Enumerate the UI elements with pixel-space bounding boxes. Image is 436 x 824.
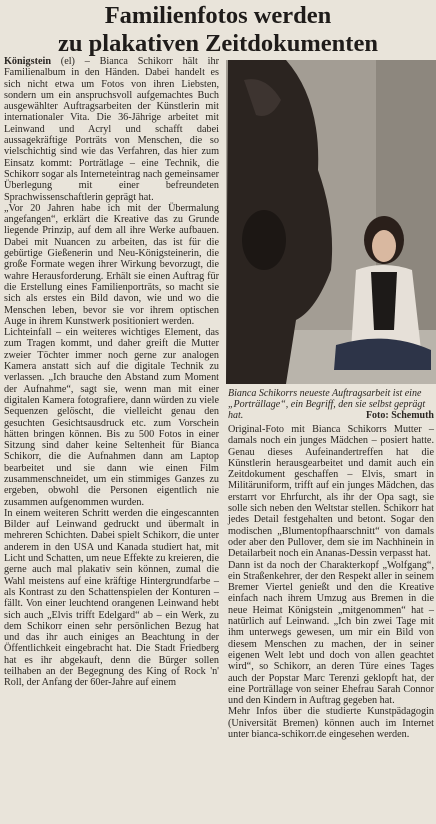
photo-illustration bbox=[226, 60, 436, 384]
paragraph-2: „Vor 20 Jahren habe ich mit der Übermalung angefangen“, erklärt die Kreative das zu Grunde liegende Prinzip, auf dem all ihre Werke aufbauen. Dabei mit Nuancen zu arbeiten, das ist für die gebürtige Gießenerin und Neu-Königsteinerin, die große Formate wegen ihrer Wirkung bevorzugt, die wahre Herausforderung. Erhält sie einen Auftrag für die Erstellung eines Familienporträts, so macht sie sich als erstes ein Bild davon, wie und wo die Menschen leben, bevor sie vor ihrem optischen Auge in ihrem Kunstwerk positioniert werden. bbox=[4, 202, 219, 327]
paragraph-1 bbox=[4, 56, 219, 203]
paragraph-7: Mehr Infos über die studierte Kunstpädagogin (Universität Bremen) können auch im Internet unter bianca-schikorr.de eingesehen werden. bbox=[228, 706, 434, 741]
right-column bbox=[228, 424, 434, 740]
headline-line-1: Familienfotos werden bbox=[104, 2, 332, 29]
woman-face bbox=[372, 230, 396, 262]
dateline: Königstein bbox=[4, 56, 51, 67]
paragraph-4: In einem weiteren Schritt werden die eingescannten Bilder auf Leinwand gedruckt und übermalt in mehreren Schichten. Dabei spielt Schikorr, die unter anderem in den USA und Kanada studiert hat, mit Licht und Schatten, um neue Effekte zu kreieren, die gerne auch mal plakativ sein können, zumal die Wahl meistens auf eine kräftige Hintergrundfarbe – als Kontrast zu den Schattenspielen der Konturen – fällt. Von einer leuchtend orangenen Leinwand hebt sich auch „Elvis trifft Edelgard“ ab – ein Werk, zu dem Schikorr einen sehr persönlichen Bezug hat und das ihr auch einiges an Beachtung in der Öffentlichkeit eingebracht hat. Die Stadt Friedberg hat es ihr abgekauft, denn die Bürger sollen teilhaben an der Begegnung des King of Rock 'n' Roll, der Anfang der 60er-Jahre auf einem bbox=[4, 507, 219, 689]
photo-credit: Foto: Schemuth bbox=[365, 410, 434, 422]
paragraph-6: Dann ist da noch der Charakterkopf „Wolfgang“, ein Straßenkehrer, der den Respekt aller in seinem Bremer Viertel genießt und den die Kreative einfach nach ihrem Umzug aus Bremen in die neue Heimat Königstein „mitgenommen“ hat – natürlich auf Leinwand. „Ich bin zwei Tage mit ihm unterwegs gewesen, um mir ein Bild von diesem Menschen zu machen, der in seiner eigenen Welt lebt und doch von allen geachtet wird“, so Schikorr, an deren Türe eines Tages auch der Popstar Marc Terenzi geklopft hat, der eine Porträllage von seiner Ehefrau Sarah Connor und den Kindern in Auftrag gegeben hat. bbox=[228, 559, 434, 707]
scarf bbox=[371, 272, 397, 330]
article-photo bbox=[226, 60, 436, 384]
paragraph-5: Original-Foto mit Bianca Schikorrs Mutter – damals noch ein junges Mädchen – posiert hatte. Genau dieses Aufeinandertreffen hat die Künstlerin herausgearbeitet und damit auch ein Zeitdokument geschaffen – Elvis, smart in Militäruniform, trifft auf ein junges Mädchen, das erstarrt vor Ehrfurcht, als ihr der Opa sagt, sie solle sich neben den Weltstar stellen. Schikorr hat jedes Detail festgehalten und betont. Sogar den modischen „Blumentopfhaarschnitt“ von damals oder aber den Pullover, dem sie im Nachhinein in Detailarbeit noch ein Ananas-Dessin verpasst hat. bbox=[228, 424, 434, 560]
headline-line-2: zu plakativen Zeitdokumenten bbox=[58, 30, 378, 57]
caption-text: Bianca Schikorrs neueste Auftragsarbeit ist eine „Porträllage“, ein Begriff, den sie selbst geprägt hat. bbox=[228, 388, 426, 422]
headline bbox=[0, 2, 436, 58]
paragraph-3: Lichteinfall – ein weiteres wichtiges Element, das zum Tragen kommt, und daher greift die Mutter zweier Töchter immer noch gerne zur analogen Kamera anstatt sich auf die digitale Technik zu verlassen. „Ich brauche den Abstand zum Moment der Aufnahme“, sagt sie, wenn man mit einer digitalen Kamera fotografiere, dann würden zu viele Sequenzen gelöscht, die vielleicht genau den gesuchten Gesichtsausdruck etc. zum Vorschein hätten bringen können. Bis zu 500 Fotos in einer Sitzung sind daher keine Seltenheit für Bianca Schikorr, die die Aufnahmen dann am Laptop bearbeitet und sie dann wie einen Film zusammenschneidet, um ein stimmiges Ganzes zu ergeben, obwohl die Personen eigentlich nie zusammen aufgenommen wurden. bbox=[4, 327, 219, 508]
left-column bbox=[4, 56, 219, 689]
paragraph-1-text: (el) – Bianca Schikorr hält ihr Familienalbum in den Händen. Dabei handelt es sich nicht etwa um Fotos von ihren Liebsten, sondern um ein anspruchsvoll aufgemachtes Buch ausgewählter Auftragsarbeiten der Künstlerin mit internationaler Vita. Die 36-Jährige arbeitet mit Leinwand und Acryl und schafft dabei aussagekräftige Porträts von Menschen, die so vielschichtig sind wie das Verfahren, das hier zum Einsatz kommt: Porträtlage – eine Technik, die Schikorr sogar als Interneteintrag nach gemeinsamer Überlegung mit einer befreundeten Sprachwissenschaftlerin geprägt hat. bbox=[4, 56, 219, 203]
photo-caption bbox=[228, 388, 434, 422]
